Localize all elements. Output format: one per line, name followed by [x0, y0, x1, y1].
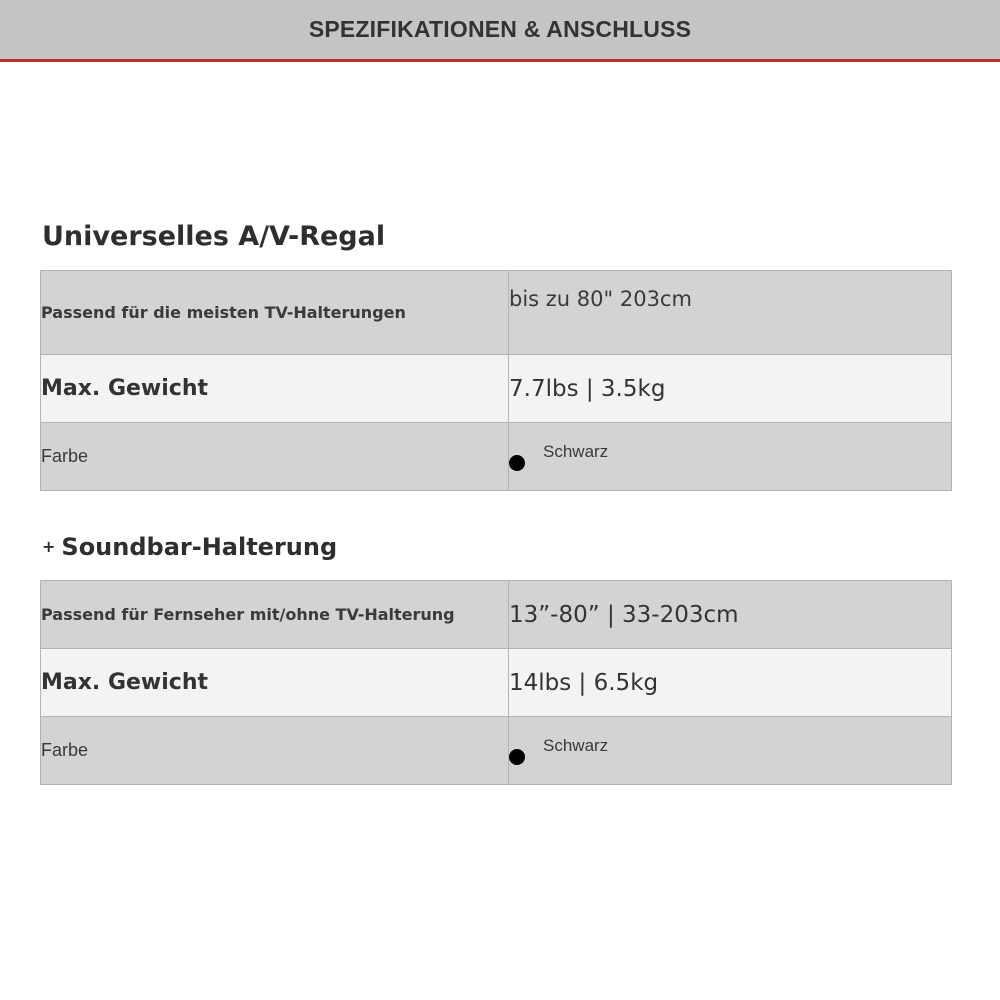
table-row	[41, 271, 952, 355]
spec-value: 14lbs | 6.5kg	[509, 649, 952, 717]
spec-label: Passend für Fernseher mit/ohne TV-Halterung	[41, 581, 509, 649]
section-title-text: Soundbar-Halterung	[61, 533, 338, 561]
spec-value-color	[509, 423, 952, 491]
table-row	[41, 581, 952, 649]
color-swatch-icon	[509, 749, 525, 765]
plus-prefix: +	[42, 537, 56, 556]
table-row	[41, 649, 952, 717]
section-title-soundbar-mount	[42, 533, 337, 561]
spec-label: Max. Gewicht	[41, 355, 509, 423]
color-name: Schwarz	[543, 442, 609, 461]
color-name: Schwarz	[543, 736, 609, 755]
spec-value-color	[509, 717, 952, 785]
spec-value: bis zu 80" 203cm	[509, 271, 952, 355]
page-header	[0, 0, 1000, 62]
table-row	[41, 355, 952, 423]
spec-label: Farbe	[41, 717, 509, 785]
spec-label: Farbe	[41, 423, 509, 491]
header-title: SPEZIFIKATIONEN & ANSCHLUSS	[308, 16, 692, 42]
spec-table-soundbar-mount	[40, 580, 952, 785]
color-swatch-icon	[509, 455, 525, 471]
spec-label: Max. Gewicht	[41, 649, 509, 717]
section-title-av-shelf: Universelles A/V-Regal	[42, 221, 386, 252]
table-row	[41, 423, 952, 491]
table-row	[41, 717, 952, 785]
spec-value: 7.7lbs | 3.5kg	[509, 355, 952, 423]
spec-value: 13”-80” | 33-203cm	[509, 581, 952, 649]
spec-label: Passend für die meisten TV-Halterungen	[41, 271, 509, 355]
spec-table-av-shelf	[40, 270, 952, 491]
